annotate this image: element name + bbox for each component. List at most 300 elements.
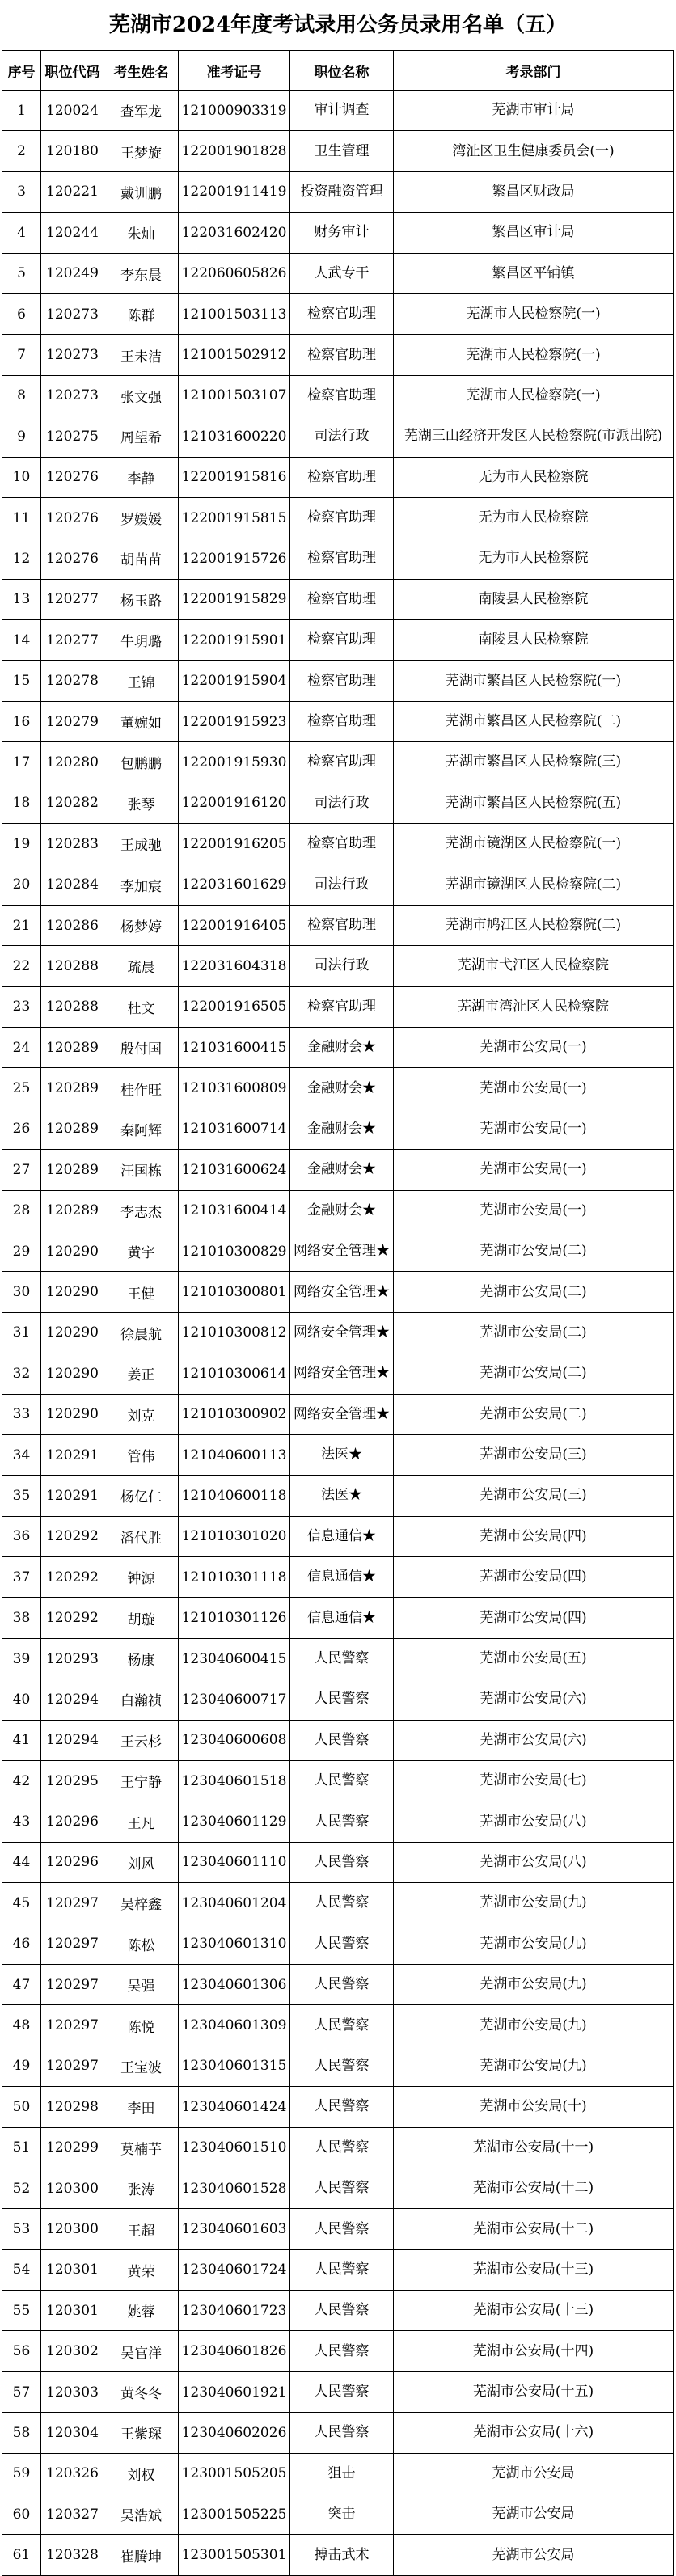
cell-department: 繁昌区平铺镇 — [394, 253, 674, 293]
cell-candidate-name: 罗媛媛 — [104, 497, 179, 538]
cell-position-name: 检察官助理 — [290, 538, 394, 579]
cell-candidate-name: 王锦 — [104, 661, 179, 701]
cell-index: 38 — [2, 1598, 41, 1638]
cell-position-code: 120295 — [41, 1761, 104, 1801]
cell-index: 40 — [2, 1679, 41, 1720]
cell-candidate-name: 管伟 — [104, 1434, 179, 1475]
cell-position-name: 检察官助理 — [290, 986, 394, 1027]
cell-candidate-name: 潘代胜 — [104, 1516, 179, 1556]
header-department: 考录部门 — [394, 51, 674, 91]
cell-ticket-number: 121001503113 — [179, 293, 290, 334]
cell-position-name: 人民警察 — [290, 2046, 394, 2086]
cell-department: 芜湖市公安局(十) — [394, 2087, 674, 2127]
table-body — [2, 91, 674, 2576]
cell-position-name: 检察官助理 — [290, 375, 394, 416]
cell-department: 芜湖市镜湖区人民检察院(一) — [394, 824, 674, 864]
cell-candidate-name: 汪国栋 — [104, 1150, 179, 1190]
cell-index: 25 — [2, 1068, 41, 1109]
table-row — [2, 2168, 674, 2208]
cell-position-code: 120292 — [41, 1557, 104, 1598]
cell-ticket-number: 123040602026 — [179, 2413, 290, 2453]
cell-position-name: 网络安全管理★ — [290, 1394, 394, 1434]
cell-ticket-number: 121010300614 — [179, 1353, 290, 1394]
cell-department: 芜湖市公安局(八) — [394, 1842, 674, 1882]
cell-ticket-number: 121031600809 — [179, 1068, 290, 1109]
table-row — [2, 2494, 674, 2535]
cell-candidate-name: 殷付国 — [104, 1027, 179, 1067]
cell-department: 芜湖市公安局 — [394, 2494, 674, 2535]
cell-position-name: 检察官助理 — [290, 742, 394, 783]
cell-candidate-name: 王宁静 — [104, 1761, 179, 1801]
cell-candidate-name: 李田 — [104, 2087, 179, 2127]
cell-position-code: 120327 — [41, 2494, 104, 2535]
cell-position-code: 120299 — [41, 2127, 104, 2168]
cell-ticket-number: 123040601306 — [179, 1964, 290, 2004]
cell-ticket-number: 123040600717 — [179, 1679, 290, 1720]
cell-ticket-number: 121010300801 — [179, 1272, 290, 1312]
cell-ticket-number: 123040600415 — [179, 1638, 290, 1679]
cell-department: 芜湖市公安局(十三) — [394, 2249, 674, 2290]
cell-position-code: 120292 — [41, 1516, 104, 1556]
cell-index: 12 — [2, 538, 41, 579]
cell-position-name: 人民警察 — [290, 2413, 394, 2453]
header-candidate-name: 考生姓名 — [104, 51, 179, 91]
table-row — [2, 1842, 674, 1882]
cell-position-name: 司法行政 — [290, 946, 394, 986]
cell-ticket-number: 122031604318 — [179, 946, 290, 986]
table-row — [2, 1231, 674, 1271]
cell-position-code: 120297 — [41, 1964, 104, 2004]
cell-ticket-number: 122001915829 — [179, 579, 290, 619]
cell-department: 芜湖市公安局(四) — [394, 1516, 674, 1556]
cell-department: 芜湖市公安局 — [394, 2535, 674, 2575]
cell-department: 芜湖市公安局(十五) — [394, 2371, 674, 2412]
cell-ticket-number: 123001505225 — [179, 2494, 290, 2535]
cell-candidate-name: 戴训鹏 — [104, 171, 179, 212]
cell-department: 芜湖市公安局(五) — [394, 1638, 674, 1679]
cell-department: 芜湖市公安局(十一) — [394, 2127, 674, 2168]
cell-position-code: 120289 — [41, 1150, 104, 1190]
cell-index: 44 — [2, 1842, 41, 1882]
cell-department: 芜湖市公安局(十六) — [394, 2413, 674, 2453]
cell-index: 49 — [2, 2046, 41, 2086]
cell-position-code: 120277 — [41, 579, 104, 619]
cell-candidate-name: 胡璇 — [104, 1598, 179, 1638]
cell-ticket-number: 123040601826 — [179, 2331, 290, 2371]
cell-candidate-name: 李静 — [104, 457, 179, 497]
cell-candidate-name: 吴梓鑫 — [104, 1883, 179, 1924]
cell-position-name: 人民警察 — [290, 1638, 394, 1679]
cell-index: 30 — [2, 1272, 41, 1312]
table-row — [2, 2005, 674, 2046]
cell-position-name: 人民警察 — [290, 1964, 394, 2004]
cell-department: 芜湖市公安局(七) — [394, 1761, 674, 1801]
table-row — [2, 2087, 674, 2127]
table-row — [2, 2249, 674, 2290]
cell-candidate-name: 黄荣 — [104, 2249, 179, 2290]
table-row — [2, 661, 674, 701]
cell-department: 芜湖市繁昌区人民检察院(二) — [394, 701, 674, 741]
cell-department: 芜湖市公安局(六) — [394, 1720, 674, 1760]
cell-position-name: 信息通信★ — [290, 1516, 394, 1556]
cell-index: 10 — [2, 457, 41, 497]
cell-department: 繁昌区审计局 — [394, 213, 674, 253]
cell-position-name: 人民警察 — [290, 2371, 394, 2412]
cell-department: 芜湖市人民检察院(一) — [394, 335, 674, 375]
cell-department: 芜湖市公安局(三) — [394, 1476, 674, 1516]
cell-ticket-number: 121010301118 — [179, 1557, 290, 1598]
cell-index: 8 — [2, 375, 41, 416]
cell-position-name: 检察官助理 — [290, 293, 394, 334]
cell-index: 9 — [2, 416, 41, 457]
cell-position-code: 120273 — [41, 293, 104, 334]
cell-position-code: 120297 — [41, 2005, 104, 2046]
cell-candidate-name: 莫楠芋 — [104, 2127, 179, 2168]
table-row — [2, 1964, 674, 2004]
cell-candidate-name: 姜正 — [104, 1353, 179, 1394]
table-row — [2, 1924, 674, 1964]
cell-department: 芜湖市公安局(二) — [394, 1272, 674, 1312]
cell-position-name: 金融财会★ — [290, 1150, 394, 1190]
cell-index: 52 — [2, 2168, 41, 2208]
cell-index: 47 — [2, 1964, 41, 2004]
cell-position-code: 120282 — [41, 783, 104, 823]
cell-department: 芜湖市鸠江区人民检察院(二) — [394, 905, 674, 945]
cell-department: 芜湖市公安局(二) — [394, 1312, 674, 1353]
cell-index: 58 — [2, 2413, 41, 2453]
table-row — [2, 1068, 674, 1109]
table-row — [2, 2453, 674, 2494]
cell-ticket-number: 122031602420 — [179, 213, 290, 253]
cell-ticket-number: 121010300829 — [179, 1231, 290, 1271]
cell-department: 芜湖市人民检察院(一) — [394, 375, 674, 416]
cell-position-name: 审计调查 — [290, 91, 394, 131]
cell-position-code: 120280 — [41, 742, 104, 783]
cell-position-code: 120301 — [41, 2291, 104, 2331]
table-row — [2, 905, 674, 945]
table-row — [2, 1476, 674, 1516]
cell-ticket-number: 122001915815 — [179, 497, 290, 538]
cell-department: 芜湖市公安局(一) — [394, 1068, 674, 1109]
cell-position-name: 人民警察 — [290, 1801, 394, 1842]
cell-ticket-number: 121010300812 — [179, 1312, 290, 1353]
cell-ticket-number: 121040600113 — [179, 1434, 290, 1475]
cell-index: 59 — [2, 2453, 41, 2494]
cell-ticket-number: 121031600414 — [179, 1190, 290, 1231]
cell-position-code: 120292 — [41, 1598, 104, 1638]
cell-department: 南陵县人民检察院 — [394, 620, 674, 661]
cell-index: 61 — [2, 2535, 41, 2575]
cell-ticket-number: 121001503107 — [179, 375, 290, 416]
cell-index: 42 — [2, 1761, 41, 1801]
cell-position-name: 法医★ — [290, 1476, 394, 1516]
cell-ticket-number: 122001916120 — [179, 783, 290, 823]
cell-position-name: 人民警察 — [290, 1842, 394, 1882]
cell-department: 南陵县人民检察院 — [394, 579, 674, 619]
cell-position-code: 120276 — [41, 457, 104, 497]
cell-candidate-name: 王超 — [104, 2209, 179, 2249]
cell-department: 芜湖市公安局(九) — [394, 1924, 674, 1964]
cell-ticket-number: 122001916505 — [179, 986, 290, 1027]
cell-ticket-number: 122001915726 — [179, 538, 290, 579]
cell-position-name: 金融财会★ — [290, 1109, 394, 1149]
table-row — [2, 1150, 674, 1190]
cell-candidate-name: 杨梦婷 — [104, 905, 179, 945]
cell-index: 28 — [2, 1190, 41, 1231]
cell-candidate-name: 王宝波 — [104, 2046, 179, 2086]
cell-candidate-name: 徐晨航 — [104, 1312, 179, 1353]
cell-ticket-number: 123040601129 — [179, 1801, 290, 1842]
cell-candidate-name: 李加宸 — [104, 864, 179, 905]
table-row — [2, 91, 674, 131]
cell-ticket-number: 123040601518 — [179, 1761, 290, 1801]
cell-position-code: 120300 — [41, 2168, 104, 2208]
table-row — [2, 783, 674, 823]
table-row — [2, 1761, 674, 1801]
cell-department: 湾沚区卫生健康委员会(一) — [394, 131, 674, 171]
cell-index: 55 — [2, 2291, 41, 2331]
cell-ticket-number: 123040601603 — [179, 2209, 290, 2249]
cell-index: 37 — [2, 1557, 41, 1598]
cell-candidate-name: 白瀚祯 — [104, 1679, 179, 1720]
cell-department: 芜湖市繁昌区人民检察院(一) — [394, 661, 674, 701]
cell-department: 芜湖市公安局(一) — [394, 1109, 674, 1149]
cell-position-code: 120326 — [41, 2453, 104, 2494]
cell-position-name: 人民警察 — [290, 2209, 394, 2249]
cell-position-code: 120286 — [41, 905, 104, 945]
cell-index: 57 — [2, 2371, 41, 2412]
table-row — [2, 2046, 674, 2086]
cell-position-code: 120290 — [41, 1394, 104, 1434]
cell-ticket-number: 122060605826 — [179, 253, 290, 293]
cell-index: 27 — [2, 1150, 41, 1190]
cell-candidate-name: 王成驰 — [104, 824, 179, 864]
cell-index: 24 — [2, 1027, 41, 1067]
cell-ticket-number: 121010301020 — [179, 1516, 290, 1556]
cell-department: 芜湖市弋江区人民检察院 — [394, 946, 674, 986]
header-position-name: 职位名称 — [290, 51, 394, 91]
cell-ticket-number: 122001911419 — [179, 171, 290, 212]
cell-candidate-name: 王云杉 — [104, 1720, 179, 1760]
cell-position-code: 120291 — [41, 1434, 104, 1475]
cell-candidate-name: 杨玉路 — [104, 579, 179, 619]
cell-candidate-name: 张涛 — [104, 2168, 179, 2208]
cell-index: 6 — [2, 293, 41, 334]
cell-ticket-number: 121010300902 — [179, 1394, 290, 1434]
cell-position-code: 120249 — [41, 253, 104, 293]
cell-position-code: 120273 — [41, 375, 104, 416]
cell-department: 芜湖市公安局(四) — [394, 1557, 674, 1598]
cell-position-name: 检察官助理 — [290, 579, 394, 619]
cell-ticket-number: 121031600415 — [179, 1027, 290, 1067]
cell-candidate-name: 吴浩斌 — [104, 2494, 179, 2535]
cell-index: 7 — [2, 335, 41, 375]
cell-position-name: 信息通信★ — [290, 1598, 394, 1638]
cell-candidate-name: 王紫琛 — [104, 2413, 179, 2453]
cell-department: 芜湖市公安局(一) — [394, 1150, 674, 1190]
cell-department: 芜湖市繁昌区人民检察院(五) — [394, 783, 674, 823]
cell-ticket-number: 123040600608 — [179, 1720, 290, 1760]
cell-index: 34 — [2, 1434, 41, 1475]
cell-department: 芜湖市镜湖区人民检察院(二) — [394, 864, 674, 905]
cell-index: 46 — [2, 1924, 41, 1964]
cell-ticket-number: 122001915901 — [179, 620, 290, 661]
header-row — [2, 51, 674, 91]
cell-index: 14 — [2, 620, 41, 661]
cell-position-code: 120297 — [41, 2046, 104, 2086]
cell-position-name: 搏击武术 — [290, 2535, 394, 2575]
cell-department: 芜湖市公安局(九) — [394, 2005, 674, 2046]
cell-department: 芜湖市公安局(二) — [394, 1394, 674, 1434]
cell-position-name: 人武专干 — [290, 253, 394, 293]
cell-position-code: 120291 — [41, 1476, 104, 1516]
cell-department: 芜湖市公安局(八) — [394, 1801, 674, 1842]
cell-index: 20 — [2, 864, 41, 905]
cell-position-code: 120296 — [41, 1801, 104, 1842]
cell-position-name: 人民警察 — [290, 2331, 394, 2371]
cell-position-name: 司法行政 — [290, 864, 394, 905]
table-row — [2, 293, 674, 334]
cell-position-name: 检察官助理 — [290, 661, 394, 701]
cell-ticket-number: 122001915904 — [179, 661, 290, 701]
cell-ticket-number: 122001916205 — [179, 824, 290, 864]
cell-ticket-number: 123040601724 — [179, 2249, 290, 2290]
table-row — [2, 1272, 674, 1312]
table-row — [2, 1434, 674, 1475]
cell-position-code: 120275 — [41, 416, 104, 457]
cell-ticket-number: 121001502912 — [179, 335, 290, 375]
cell-index: 39 — [2, 1638, 41, 1679]
cell-candidate-name: 陈悦 — [104, 2005, 179, 2046]
cell-position-name: 网络安全管理★ — [290, 1231, 394, 1271]
cell-position-name: 人民警察 — [290, 1883, 394, 1924]
cell-department: 芜湖市公安局(四) — [394, 1598, 674, 1638]
cell-position-name: 网络安全管理★ — [290, 1272, 394, 1312]
table-header — [2, 51, 674, 91]
cell-department: 芜湖市公安局(二) — [394, 1231, 674, 1271]
cell-index: 36 — [2, 1516, 41, 1556]
cell-candidate-name: 吴官洋 — [104, 2331, 179, 2371]
cell-position-code: 120289 — [41, 1109, 104, 1149]
cell-ticket-number: 123040601204 — [179, 1883, 290, 1924]
cell-position-name: 检察官助理 — [290, 701, 394, 741]
table-row — [2, 457, 674, 497]
cell-department: 芜湖市公安局(十二) — [394, 2209, 674, 2249]
table-row — [2, 579, 674, 619]
cell-candidate-name: 崔腾坤 — [104, 2535, 179, 2575]
cell-candidate-name: 王梦旋 — [104, 131, 179, 171]
cell-candidate-name: 刘克 — [104, 1394, 179, 1434]
cell-department: 芜湖市公安局(十四) — [394, 2331, 674, 2371]
cell-position-name: 人民警察 — [290, 1679, 394, 1720]
table-row — [2, 1883, 674, 1924]
table-row — [2, 946, 674, 986]
cell-department: 芜湖市公安局(一) — [394, 1027, 674, 1067]
table-row — [2, 335, 674, 375]
cell-index: 3 — [2, 171, 41, 212]
cell-candidate-name: 查军龙 — [104, 91, 179, 131]
table-row — [2, 1109, 674, 1149]
cell-index: 13 — [2, 579, 41, 619]
cell-candidate-name: 包鹏鹏 — [104, 742, 179, 783]
cell-index: 43 — [2, 1801, 41, 1842]
table-row — [2, 2413, 674, 2453]
cell-index: 22 — [2, 946, 41, 986]
cell-index: 45 — [2, 1883, 41, 1924]
cell-candidate-name: 李志杰 — [104, 1190, 179, 1231]
cell-position-code: 120024 — [41, 91, 104, 131]
cell-position-code: 120296 — [41, 1842, 104, 1882]
cell-position-code: 120277 — [41, 620, 104, 661]
cell-position-code: 120288 — [41, 986, 104, 1027]
table-row — [2, 1353, 674, 1394]
cell-department: 芜湖市公安局(九) — [394, 2046, 674, 2086]
cell-index: 23 — [2, 986, 41, 1027]
cell-position-name: 信息通信★ — [290, 1557, 394, 1598]
cell-candidate-name: 张琴 — [104, 783, 179, 823]
cell-index: 33 — [2, 1394, 41, 1434]
cell-index: 11 — [2, 497, 41, 538]
cell-department: 芜湖市繁昌区人民检察院(三) — [394, 742, 674, 783]
cell-position-code: 120303 — [41, 2371, 104, 2412]
cell-position-code: 120289 — [41, 1190, 104, 1231]
cell-index: 5 — [2, 253, 41, 293]
cell-department: 芜湖市公安局(二) — [394, 1353, 674, 1394]
cell-position-name: 人民警察 — [290, 2005, 394, 2046]
table-row — [2, 1516, 674, 1556]
cell-position-code: 120290 — [41, 1272, 104, 1312]
cell-position-code: 120221 — [41, 171, 104, 212]
cell-ticket-number: 121010301126 — [179, 1598, 290, 1638]
cell-position-code: 120279 — [41, 701, 104, 741]
cell-department: 芜湖市公安局(十三) — [394, 2291, 674, 2331]
cell-department: 无为市人民检察院 — [394, 497, 674, 538]
cell-position-code: 120301 — [41, 2249, 104, 2290]
table-row — [2, 1720, 674, 1760]
cell-candidate-name: 董婉如 — [104, 701, 179, 741]
table-row — [2, 1190, 674, 1231]
cell-position-name: 法医★ — [290, 1434, 394, 1475]
cell-position-code: 120273 — [41, 335, 104, 375]
cell-position-name: 人民警察 — [290, 1761, 394, 1801]
cell-index: 50 — [2, 2087, 41, 2127]
cell-position-code: 120328 — [41, 2535, 104, 2575]
table-row — [2, 213, 674, 253]
cell-candidate-name: 杨康 — [104, 1638, 179, 1679]
cell-candidate-name: 桂作旺 — [104, 1068, 179, 1109]
cell-position-name: 金融财会★ — [290, 1027, 394, 1067]
table-row — [2, 2371, 674, 2412]
cell-position-code: 120289 — [41, 1027, 104, 1067]
cell-ticket-number: 123040601315 — [179, 2046, 290, 2086]
cell-position-name: 投资融资管理 — [290, 171, 394, 212]
cell-candidate-name: 朱灿 — [104, 213, 179, 253]
table-row — [2, 171, 674, 212]
table-row — [2, 2127, 674, 2168]
cell-position-name: 检察官助理 — [290, 824, 394, 864]
cell-position-name: 人民警察 — [290, 1720, 394, 1760]
cell-position-name: 检察官助理 — [290, 620, 394, 661]
table-row — [2, 986, 674, 1027]
cell-position-code: 120284 — [41, 864, 104, 905]
cell-position-name: 金融财会★ — [290, 1068, 394, 1109]
cell-department: 无为市人民检察院 — [394, 538, 674, 579]
table-row — [2, 1312, 674, 1353]
cell-ticket-number: 121040600118 — [179, 1476, 290, 1516]
table-row — [2, 1027, 674, 1067]
cell-index: 4 — [2, 213, 41, 253]
cell-position-code: 120276 — [41, 538, 104, 579]
